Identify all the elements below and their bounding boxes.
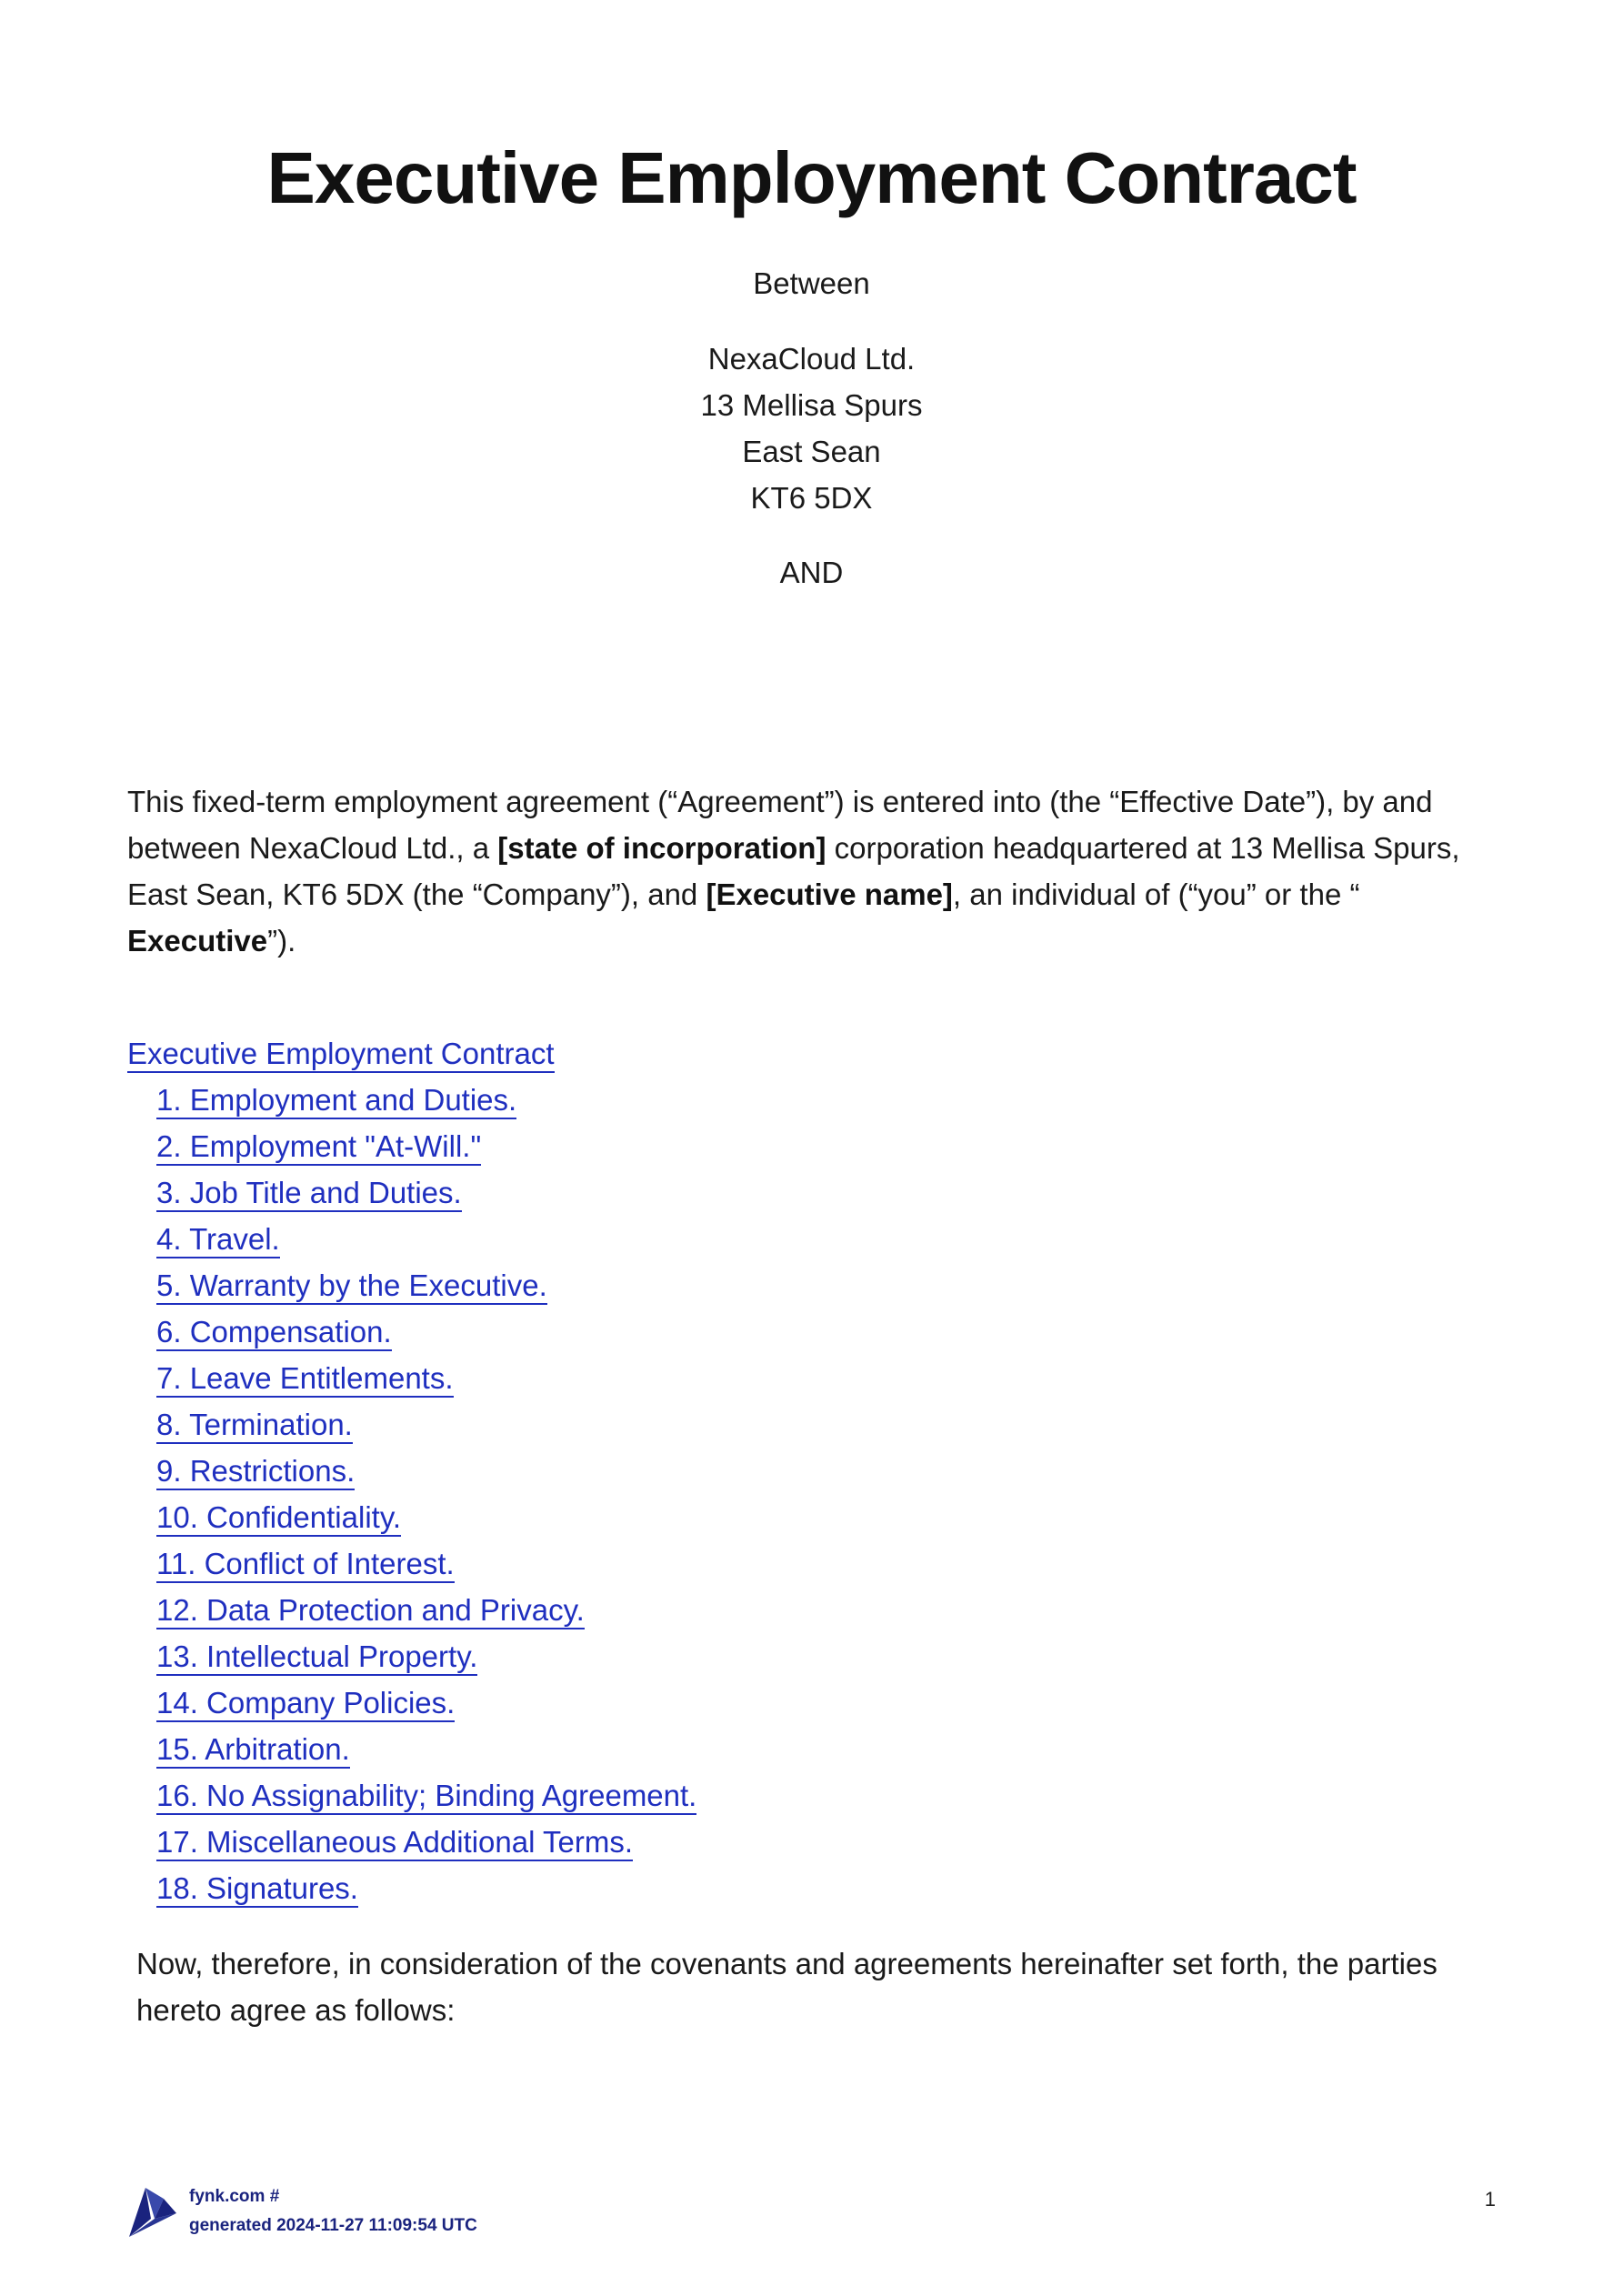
toc-root-row <box>127 1030 1400 1077</box>
intro-executive-term: Executive <box>127 924 268 958</box>
toc-row <box>127 1494 1400 1540</box>
toc-link-10[interactable]: 10. Confidentiality. <box>156 1500 401 1537</box>
toc-link-1[interactable]: 1. Employment and Duties. <box>156 1083 516 1119</box>
toc-row <box>127 1355 1400 1401</box>
outro-paragraph: Now, therefore, in consideration of the covenants and agreements hereinafter set forth, the parties hereto agree as follows: <box>136 1947 1438 2027</box>
toc-link-8[interactable]: 8. Termination. <box>156 1408 353 1444</box>
toc-link-15[interactable]: 15. Arbitration. <box>156 1732 350 1769</box>
toc-link-11[interactable]: 11. Conflict of Interest. <box>156 1547 455 1583</box>
document-title: Executive Employment Contract <box>266 137 1357 218</box>
intro-text-3: , an individual of (“you” or the “ <box>952 877 1360 911</box>
toc-link-5[interactable]: 5. Warranty by the Executive. <box>156 1268 547 1305</box>
toc-row <box>127 1679 1400 1726</box>
company-city: East Sean <box>742 435 881 468</box>
intro-state-placeholder: [state of incorporation] <box>497 831 827 865</box>
toc-row <box>127 1587 1400 1633</box>
and-label: AND <box>779 556 844 589</box>
toc-row <box>127 1772 1400 1819</box>
toc-link-16[interactable]: 16. No Assignability; Binding Agreement. <box>156 1779 696 1815</box>
company-name: NexaCloud Ltd. <box>707 342 916 376</box>
toc-row <box>127 1169 1400 1216</box>
toc-link-17[interactable]: 17. Miscellaneous Additional Terms. <box>156 1825 633 1861</box>
toc-link-7[interactable]: 7. Leave Entitlements. <box>156 1361 454 1398</box>
between-label: Between <box>753 266 870 300</box>
footer-generated: generated 2024-11-27 11:09:54 UTC <box>189 2216 477 2235</box>
toc-row <box>127 1865 1400 1911</box>
intro-text-2: corporation headquartered at 13 Mellisa Spurs, East Sean, KT6 5DX (the “Company”), and <box>127 831 1460 911</box>
intro-executive-placeholder: [Executive name] <box>706 877 953 911</box>
toc-row <box>127 1262 1400 1308</box>
intro-text-1: This fixed-term employment agreement (“Agreement”) is entered into (the “Effective Date”), by and between NexaCloud Ltd., a <box>127 785 1433 865</box>
toc-row <box>127 1401 1400 1448</box>
toc-link-3[interactable]: 3. Job Title and Duties. <box>156 1176 462 1212</box>
toc-row <box>127 1308 1400 1355</box>
toc-row <box>127 1726 1400 1772</box>
fynk-logo-icon <box>127 2182 178 2241</box>
toc-link-14[interactable]: 14. Company Policies. <box>156 1686 455 1722</box>
footer-site: fynk.com # <box>189 2187 280 2206</box>
toc-row <box>127 1540 1400 1587</box>
intro-text-4: ”). <box>267 924 296 958</box>
page-number: 1 <box>1484 2188 1496 2211</box>
toc-row <box>127 1633 1400 1679</box>
table-of-contents <box>127 1030 1400 1911</box>
toc-link-12[interactable]: 12. Data Protection and Privacy. <box>156 1593 585 1629</box>
toc-row <box>127 1077 1400 1123</box>
toc-row <box>127 1123 1400 1169</box>
footer-info <box>189 2182 477 2241</box>
toc-link-6[interactable]: 6. Compensation. <box>156 1315 392 1351</box>
company-street: 13 Mellisa Spurs <box>700 388 923 422</box>
toc-link-2[interactable]: 2. Employment "At-Will." <box>156 1129 481 1166</box>
toc-row <box>127 1216 1400 1262</box>
toc-row <box>127 1448 1400 1494</box>
toc-link-18[interactable]: 18. Signatures. <box>156 1871 358 1908</box>
toc-link-4[interactable]: 4. Travel. <box>156 1222 280 1258</box>
intro-paragraph <box>127 778 1509 964</box>
toc-link-13[interactable]: 13. Intellectual Property. <box>156 1639 477 1676</box>
toc-link-root[interactable]: Executive Employment Contract <box>127 1037 555 1073</box>
toc-link-9[interactable]: 9. Restrictions. <box>156 1454 355 1490</box>
toc-row <box>127 1819 1400 1865</box>
company-postcode: KT6 5DX <box>750 481 873 515</box>
